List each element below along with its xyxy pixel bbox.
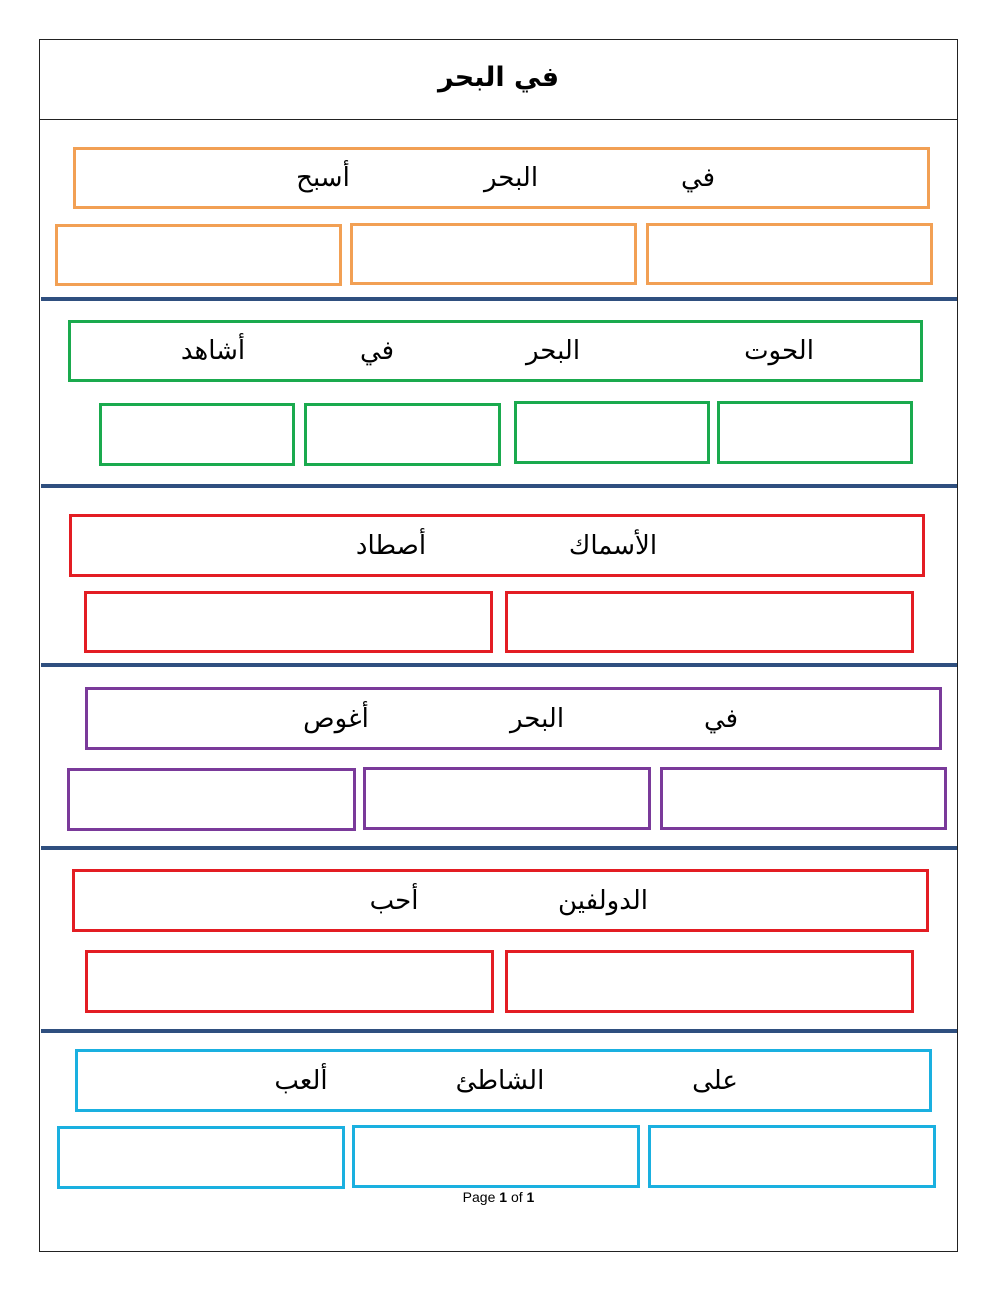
answer-slot[interactable] [505, 950, 914, 1013]
section-divider [41, 297, 957, 301]
footer-page-label: Page [462, 1189, 496, 1205]
word-tile[interactable]: البحر [525, 336, 581, 366]
section-divider [41, 663, 957, 667]
word-tile[interactable]: في [359, 336, 395, 366]
word-tile[interactable]: أسبح [296, 163, 350, 193]
answer-slot[interactable] [660, 767, 947, 830]
footer-of-label: of [510, 1189, 523, 1205]
sentence-box-3 [69, 514, 925, 577]
footer-current-page: 1 [499, 1189, 508, 1205]
answer-slot[interactable] [304, 403, 501, 466]
page-title: في البحر [437, 62, 560, 93]
word-tile[interactable]: البحر [509, 703, 565, 734]
sentence-box-2 [68, 320, 923, 382]
answer-slot[interactable] [717, 401, 913, 464]
answer-slot[interactable] [363, 767, 651, 830]
word-tile[interactable]: الحوت [744, 336, 814, 366]
word-tile[interactable]: الأسماك [568, 530, 658, 561]
answer-slot[interactable] [648, 1125, 936, 1188]
word-tile[interactable]: البحر [483, 163, 539, 193]
sentence-box-1 [73, 147, 930, 209]
section-divider [41, 484, 957, 488]
word-tile[interactable]: على [692, 1065, 738, 1096]
word-tile[interactable]: في [680, 163, 716, 193]
answer-slot[interactable] [646, 223, 933, 285]
word-tile[interactable]: أشاهد [180, 336, 246, 366]
answer-slot[interactable] [99, 403, 295, 466]
word-tile[interactable]: الشاطئ [455, 1065, 545, 1096]
section-divider [41, 1029, 957, 1033]
title-divider [40, 119, 957, 120]
sentence-box-5 [72, 869, 929, 932]
word-tile[interactable]: ألعب [274, 1065, 328, 1096]
sentence-box-6 [75, 1049, 932, 1112]
answer-slot[interactable] [352, 1125, 640, 1188]
word-tile[interactable]: في [703, 703, 739, 734]
sentence-box-4 [85, 687, 942, 750]
answer-slot[interactable] [84, 591, 493, 653]
word-tile[interactable]: الدولفين [557, 885, 649, 916]
word-tile[interactable]: أغوص [303, 703, 369, 734]
footer-total-pages: 1 [526, 1189, 535, 1205]
answer-slot[interactable] [85, 950, 494, 1013]
section-divider [41, 846, 957, 850]
word-tile[interactable]: أصطاد [355, 530, 427, 561]
answer-slot[interactable] [505, 591, 914, 653]
answer-slot[interactable] [514, 401, 710, 464]
answer-slot[interactable] [57, 1126, 345, 1189]
answer-slot[interactable] [55, 224, 342, 286]
word-tile[interactable]: أحب [369, 885, 419, 916]
page-number [39, 1189, 958, 1205]
answer-slot[interactable] [350, 223, 637, 285]
answer-slot[interactable] [67, 768, 356, 831]
